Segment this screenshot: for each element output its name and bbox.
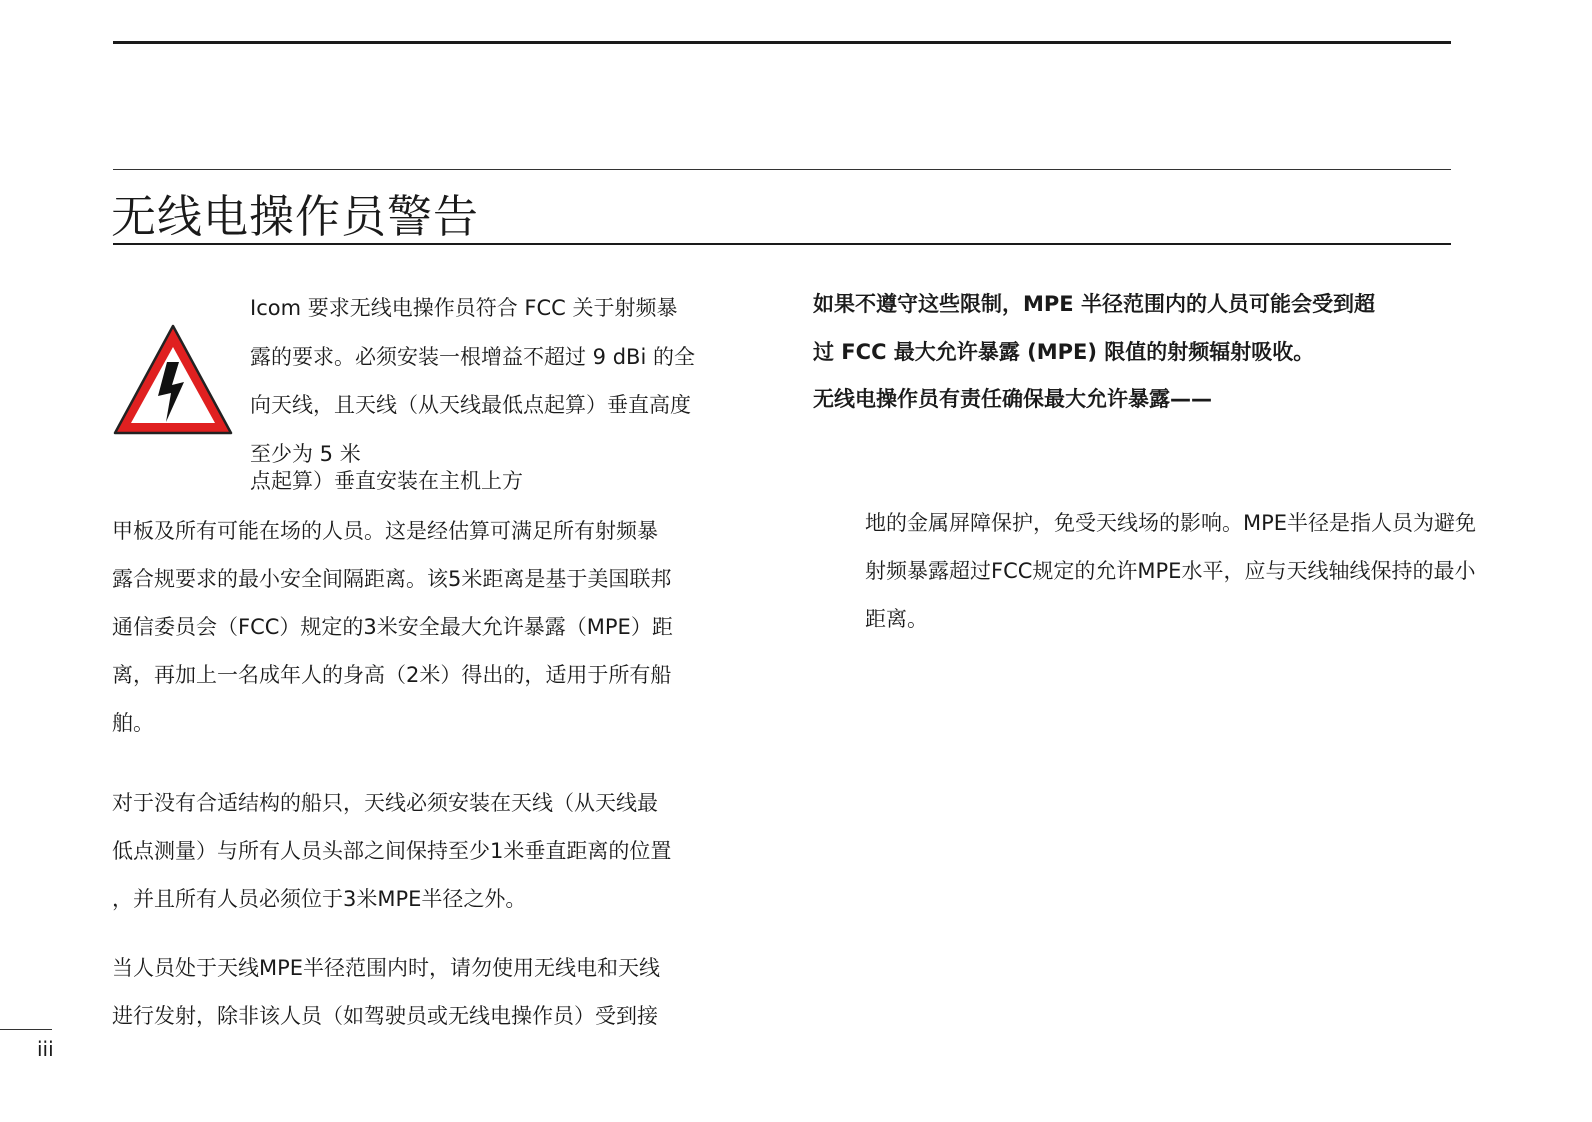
paragraph-transmit-warning	[112, 944, 660, 1040]
intro-paragraph	[250, 284, 695, 478]
electrical-hazard-warning-icon	[111, 322, 235, 438]
section-title: 无线电操作员警告	[111, 190, 480, 243]
top-rule	[113, 41, 1451, 44]
bold-warning-line: 如果不遵守这些限制，MPE 半径范围内的人员可能会受到超	[813, 292, 1375, 316]
paragraph-line: ，并且所有人员必须位于3米MPE半径之外。	[112, 887, 527, 911]
paragraph-line: 通信委员会（FCC）规定的3米安全最大允许暴露（MPE）距	[112, 615, 673, 639]
bold-warning-paragraph	[813, 281, 1375, 424]
title-underline	[113, 243, 1451, 245]
intro-continued: 点起算）垂直安装在主机上方	[250, 469, 523, 493]
paragraph-line: 对于没有合适结构的船只，天线必须安装在天线（从天线最	[112, 791, 658, 815]
intro-line: 至少为 5 米	[250, 441, 361, 466]
paragraph-line: 当人员处于天线MPE半径范围内时，请勿使用无线电和天线	[112, 956, 661, 980]
paragraph-mpe-radius	[865, 499, 1476, 643]
paragraph-line: 低点测量）与所有人员头部之间保持至少1米垂直距离的位置	[112, 839, 672, 863]
page-number: iii	[37, 1037, 54, 1061]
intro-line: Icom 要求无线电操作员符合 FCC 关于射频暴	[250, 296, 678, 320]
header-rule	[113, 169, 1451, 170]
intro-line: 向天线，且天线（从天线最低点起算）垂直高度	[250, 393, 691, 417]
paragraph-safety-distance	[112, 507, 673, 747]
bold-warning-line: 无线电操作员有责任确保最大允许暴露——	[813, 387, 1212, 411]
paragraph-line: 甲板及所有可能在场的人员。这是经估算可满足所有射频暴	[112, 519, 658, 543]
paragraph-line: 露合规要求的最小安全间隔距离。该5米距离是基于美国联邦	[112, 567, 672, 591]
bold-warning-line: 过 FCC 最大允许暴露 (MPE) 限值的射频辐射吸收。	[813, 339, 1315, 364]
page-number-rule	[0, 1029, 52, 1030]
paragraph-no-structure	[112, 779, 671, 923]
paragraph-line: 地的金属屏障保护，免受天线场的影响。MPE半径是指人员为避免	[865, 511, 1477, 535]
intro-line: 露的要求。必须安装一根增益不超过 9 dBi 的全	[250, 344, 695, 369]
paragraph-line: 进行发射，除非该人员（如驾驶员或无线电操作员）受到接	[112, 1004, 658, 1028]
paragraph-line: 距离。	[865, 607, 928, 631]
paragraph-line: 离，再加上一名成年人的身高（2米）得出的，适用于所有船	[112, 663, 672, 687]
paragraph-line: 舶。	[112, 711, 154, 735]
paragraph-line: 射频暴露超过FCC规定的允许MPE水平，应与天线轴线保持的最小	[865, 559, 1476, 583]
